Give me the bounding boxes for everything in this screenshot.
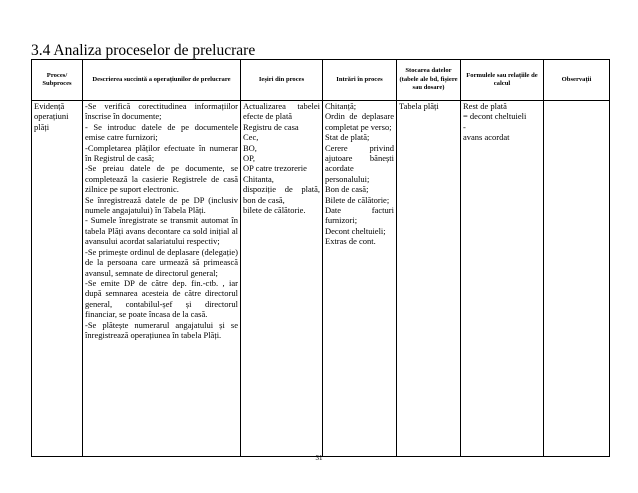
- process-analysis-table: [31, 59, 610, 457]
- descriere-item: -Se verifică corectitudinea informațiilor înscrise în documente;: [85, 101, 238, 122]
- descriere-item: -Se plătește numerarul angajatului și se înregistrează operațiunea în tabela Plăți.: [85, 319, 238, 340]
- header-formule: Formulele sau relațiile de calcul: [461, 60, 544, 101]
- intrari-item: Decont cheltuieli;: [325, 225, 386, 236]
- iesiri-item: BO,: [243, 142, 257, 153]
- header-iesiri: Ieșiri din proces: [241, 60, 323, 101]
- iesiri-item: dispoziție de plată, bon de casă,: [243, 184, 320, 205]
- cell-stocare: Tabela plăți: [397, 101, 461, 457]
- intrari-item: Bon de casă;: [325, 184, 369, 195]
- descriere-item: - Se introduc datele de pe documentele emise catre furnizori;: [85, 121, 238, 143]
- header-observatii: Observații: [544, 60, 610, 101]
- header-intrari: Intrări în proces: [323, 60, 397, 101]
- intrari-item: Date facturi furnizori;: [325, 205, 394, 226]
- iesiri-item: OP catre trezorerie: [243, 163, 307, 174]
- formule-line: avans acordat: [463, 132, 510, 143]
- cell-intrari: [323, 101, 397, 457]
- section-heading: 3.4 Analiza proceselor de prelucrare: [31, 42, 256, 59]
- iesiri-item: bilete de călătorie.: [243, 205, 306, 216]
- page-number: 31: [315, 454, 323, 462]
- formule-line: -: [463, 121, 466, 132]
- intrari-item: Extras de cont.: [325, 236, 376, 247]
- descriere-item: -Completarea plăților efectuate în numerar în Registrul de casă;: [85, 142, 238, 164]
- descriere-item: -Se preiau datele de pe documente, se completează la casierie Registrele de casă zilnice pe suport electronic.: [85, 163, 238, 195]
- proces-line: operațiuni: [34, 111, 69, 122]
- intrari-item: Cerere privind ajutoare bănești acordate personalului;: [325, 142, 394, 184]
- iesiri-item: Cec,: [243, 132, 259, 143]
- proces-line: Evidență: [34, 101, 65, 111]
- formule-line: Rest de plată: [463, 101, 507, 111]
- intrari-item: Stat de plată;: [325, 132, 370, 143]
- cell-proces: [32, 101, 83, 457]
- descriere-item: - Sumele înregistrate se transmit automat în tabela Plăți avans decontare ca sold inițial al avansului acordat salariatului respectiv;: [85, 215, 238, 247]
- cell-observatii: [544, 101, 610, 457]
- descriere-item: Se înregistrează datele de pe DP (inclusiv numele angajatului) în Tabela Plăți.: [85, 194, 238, 216]
- header-descriere: Descrierea succintă a operațiunilor de prelucrare: [83, 60, 241, 101]
- proces-line: plăți: [34, 121, 50, 132]
- header-proces: Proces/ Subproces: [32, 60, 83, 101]
- iesiri-item: OP,: [243, 153, 256, 164]
- iesiri-item: Actualizarea tabelei efecte de plată: [243, 101, 320, 122]
- intrari-item: Bilete de călătorie;: [325, 194, 390, 205]
- formule-line: = decont cheltuieli: [463, 111, 527, 122]
- descriere-item: -Se emite DP de către dep. fin.-ctb. , iar după semnarea acesteia de către directorul general, contabilul-șef și directorul financiar, se poate încasa de la casă.: [85, 277, 238, 320]
- table-row: [32, 101, 610, 457]
- cell-descriere: [83, 101, 241, 457]
- cell-formule: [461, 101, 544, 457]
- header-stocare: Stocarea datelor (tabele ale bd, fișiere sau dosare): [397, 60, 461, 101]
- iesiri-item: Chitanta,: [243, 173, 274, 184]
- table-header-row: [32, 60, 610, 101]
- iesiri-item: Registru de casa: [243, 121, 299, 132]
- cell-iesiri: [241, 101, 323, 457]
- intrari-item: Ordin de deplasare completat pe verso;: [325, 111, 394, 132]
- intrari-item: Chitanță;: [325, 101, 357, 111]
- descriere-item: -Se primește ordinul de deplasare (delegație) de la persoana care urmează să primească avansul, semnate de directorul general;: [85, 246, 238, 278]
